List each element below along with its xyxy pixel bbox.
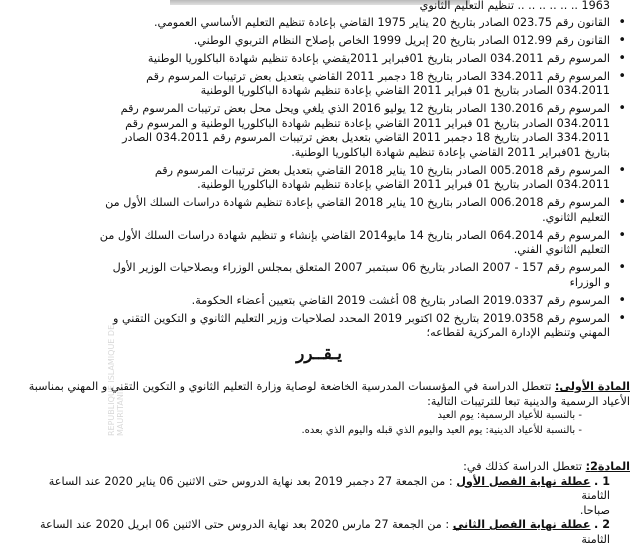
reference-item [30, 196, 630, 225]
bullet-icon: • [618, 101, 626, 116]
reference-item [30, 0, 630, 12]
reference-item [30, 52, 630, 67]
item-text: : من الجمعة 27 دجمبر 2019 بعد نهاية الدروس حتى الاثنين 06 يناير 2020 عند الساعة الثامنة [48, 474, 610, 502]
reference-text: 034.2011 الصادر بتاريخ 01 فبراير 2011 القاضي بإعادة تنظيم شهادة الباكلوريا الوطنية و المرسوم رقم [125, 116, 610, 130]
article-1-first-line [20, 380, 630, 395]
reference-text: المرسوم رقم 034.2011 الصادر بتاريخ 01فبراير 2011يقضي بإعادة تنظيم شهادة الباكلوريا الوطنية [147, 51, 610, 65]
bullet-icon: • [618, 68, 626, 84]
reference-text: القانون رقم 023.75 الصادر بتاريخ 20 يناير 1975 القاضي بإعادة تنظيم التعليم الأساسي العمومي. [153, 15, 610, 29]
reference-text: المرسوم رقم 130.2016 الصادر بتاريخ 12 يوليو 2016 الذي يلغي ويحل محل بعض ترتيبات المرسوم رقم [120, 102, 610, 115]
item-title: عطلة نهاية الفصل الأول [456, 474, 591, 488]
article-2-title: المادة2: [585, 460, 630, 473]
reference-item [30, 16, 630, 31]
reference-text: و الوزراء [569, 275, 610, 289]
bullet-icon: • [618, 14, 626, 30]
reference-text: المهني وتنظيم الإدارة المركزية لقطاعه؛ [426, 326, 610, 339]
bullet-icon: • [618, 50, 626, 66]
article-1-title: المادة الأولى: [554, 380, 630, 393]
article-1-official-holidays: - بالنسبة للأعياد الرسمية: يوم العيد [437, 410, 582, 421]
reference-text: المرسوم رقم 005.2018 الصادر بتاريخ 10 يناير 2018 القاضي بتعديل بعض ترتيبات المرسوم رقم [154, 163, 610, 177]
reference-text: المرسوم رقم 334.2011 الصادر بتاريخ 18 دجمبر 2011 القاضي بتعديل بعض ترتيبات المرسوم رقم [146, 69, 610, 83]
item-number: 1 . [594, 474, 610, 488]
reference-item [30, 164, 630, 193]
article-1 [20, 380, 630, 438]
reference-partial-line: 1963 .. .. .. .. .. .. تنظيم التعليم الثانوي [419, 0, 610, 12]
article-2-intro: تتعطل الدراسة كذلك في: [463, 460, 583, 473]
reference-text: 034.2011 الصادر بتاريخ 01 فبراير 2011 القاضي بإعادة تنظيم شهادة الباكلوريا الوطنية. [197, 178, 610, 191]
reference-text: المرسوم رقم 157 - 2007 الصادر بتاريخ 06 سبتمبر 2007 المتعلق بمجلس الوزراء وبصلاحيات الوزير الأول [112, 261, 610, 274]
article-1-text-cont: الأعياد الرسمية والدينية تبعا للترتيبات التالية: [427, 394, 630, 408]
article-2 [20, 460, 630, 547]
article-1-text: تتعطل الدراسة في المؤسسات المدرسية الخاضعة لوصاية وزارة التعليم الثانوي و التكوين التقني و المهني بمناسبة [28, 380, 552, 393]
bullet-icon: • [618, 162, 626, 178]
reference-text: المرسوم رقم 2019.0358 بتاريخ 02 اكتوبر 2019 المحدد لصلاحيات وزير التعليم الثانوي و التكوين التقني و [112, 311, 610, 325]
reference-text: المرسوم رقم 064.2014 الصادر بتاريخ 14 مايو2014 القاضي بإنشاء و تنظيم شهادة دراسات السلك الأول من [99, 228, 610, 242]
reference-text: التعليم الثانوي الفني. [513, 243, 610, 256]
reference-text: 334.2011 الصادر بتاريخ 18 دجمبر 2011 القاضي بتعديل بعض ترتيبات المرسوم رقم 034.2011 الصادر [122, 131, 610, 144]
article-2-item-2 [20, 518, 630, 547]
article-2-item-1-cont: صباحا. [579, 503, 610, 517]
article-2-first-line [20, 460, 630, 475]
bullet-icon: • [618, 227, 626, 243]
item-text: : من الجمعة 27 مارس 2020 بعد نهاية الدروس حتى الاثنين 06 ابريل 2020 عند الساعة الثامنة [39, 518, 610, 546]
reference-item [30, 70, 630, 99]
reference-text: 034.2011 الصادر بتاريخ 01 فبراير 2011 القاضي بإعادة تنظيم شهادة الباكلوريا الوطنية [200, 84, 610, 97]
article-2-item-1 [20, 475, 630, 504]
reference-text: المرسوم رقم 2019.0337 الصادر بتاريخ 08 أغشت 2019 القاضي بتعيين أعضاء الحكومة. [191, 293, 610, 307]
article-1-religious-holidays: - بالنسبة للأعياد الدينية: يوم العيد واليوم الذي قبله واليوم الذي بعده. [301, 424, 582, 436]
faint-stamp: REPUBLIQUE ISLAMIQUE DE MAURITANIE [107, 324, 125, 436]
reference-item [30, 34, 630, 49]
bullet-icon: • [618, 260, 626, 275]
decree-heading: يـقــرر [296, 344, 342, 364]
reference-text: التعليم الثانوي. [542, 210, 610, 224]
reference-text: المرسوم رقم 006.2018 الصادر بتاريخ 10 يناير 2018 القاضي بإعادة تنظيم شهادة دراسات السلك الأول من [105, 196, 610, 209]
reference-text: القانون رقم 012.99 الصادر بتاريخ 20 إبريل 1999 الخاص بإصلاح النظام التربوي الوطني. [193, 33, 610, 47]
item-title: عطلة نهاية الفصل الثاني [452, 518, 591, 531]
reference-item [30, 229, 630, 258]
item-number: 2 . [594, 518, 610, 531]
bullet-icon: • [618, 32, 626, 48]
reference-text: بتاريخ 01فبراير 2011 القاضي بإعادة تنظيم شهادة الباكلوريا الوطنية. [291, 145, 610, 159]
bullet-icon: • [618, 292, 626, 308]
reference-item [30, 102, 630, 160]
bullet-icon: • [618, 310, 626, 326]
bullet-icon: • [618, 195, 626, 210]
